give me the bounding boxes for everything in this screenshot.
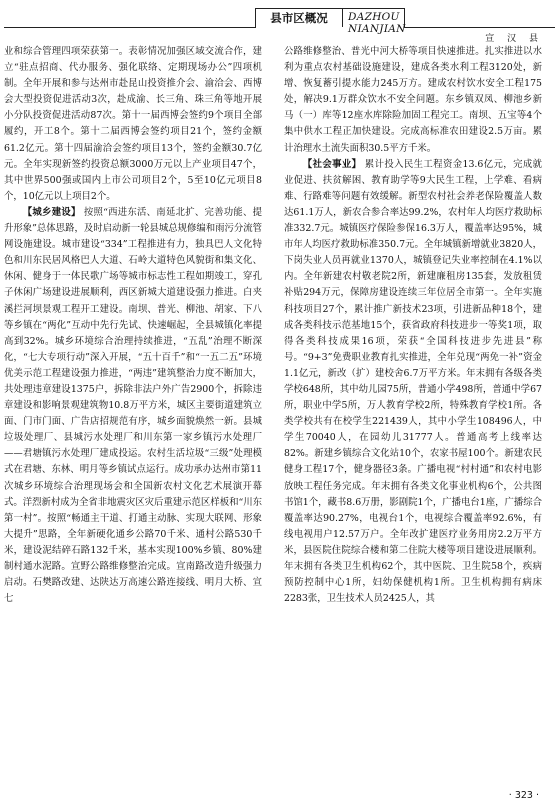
section-heading: 【城乡建设】 [22,206,81,218]
paragraph [284,157,542,608]
page-number: · 323 · [508,790,539,801]
page-header [0,0,559,44]
county-name: 宣 汉 县 [485,34,543,44]
paragraph-text: 按照“西进东活、南延北扩、完善功能、提升形象”总体思路，及时启动新一轮县城总规修编和雨污分流管网设施建设。城市建设“334”工程推进有力，独具巴人文化特色和川东民居风格巴人大道、石岭大道特色风貌街和集文化、休闲、健身于一体民歌广场等城市标志性工程如期竣工，穿孔子休闲广场建设进展顺利，西区新城大道建设强力推进。白夹溪拦河坝景观工程开工建设。南坝、普光、柳池、胡家、下八等乡镇在“两化”互动中先行先试、快速崛起，全县城镇化率提高到32%。城乡环境综合治理持续推进，“五乱”治理不断深化，“七大专项行动”深入开展，“五十百千”和“一五二五”环境优美示范工程建设强力推进，“两违”建筑整治力度不断加大，共处理违章建设1375户，拆除非法户外广告2900个，拆除违章建设和影响景观建筑物10.8万平方米，城区主要街道建筑立面、门市门面、广告店招规范有序，城乡面貌焕然一新。县城垃圾处理厂、县城污水处理厂和川东第一家乡镇污水处理厂——君塘镇污水处理厂建成投运。农村生活垃圾“三级”处理模式在君塘、东林、明月等乡镇试点运行。成功承办达州市第11次城乡环境综合治理现场会和全国新农村文化艺术展演开幕式。洋烈新村成为全省非地震灾区灾后重建示范区样板和“川东第一村”。按照“畅通主干道、打通主动脉、实现大联网、形象大提升”思路，全年新硬化通乡公路70千米、通村公路530千米，建设泥结碎石路132千米，基本实现100%乡镇、80%建制村通水泥路。宣野公路维修整治完成。宣南路改造升级强力启动。石樊路改建、达陕达万高速公路连接线、明月大桥、宣七 [4,206,263,605]
right-column [284,44,542,607]
paragraph [4,205,262,607]
section-heading: 【社会事业】 [302,158,362,170]
running-title: DAZHOU NIANJIAN [348,11,406,35]
section-tag [255,8,406,35]
section-title: 县市区概况 [256,9,343,27]
paragraph-text: 累计投入民生工程资金13.6亿元，完成就业促进、扶贫解困、教育助学等9大民生工程，上学难、看病难、行路难等问题有效缓解。新型农村社会养老保险覆盖人数达61.1万人，新农合参合率达99.2%，农村年人均医疗救助标准332.7元。城镇医疗保险参保16.3万人，覆盖率达95%，城市年人均医疗救助标准350.7元。全年城镇新增就业3820人，下岗失业人员再就业1370人，城镇登记失业率控制在4.1%以内。全年新建农村敬老院2所，新建廉租房135套，发放租赁补贴294万元，保障房建设连续三年位居全市第一。全年实施科技项目27个，累计推广新技术23项，引进新品种18个，建成各类科技示范基地15个，获省政府科技进步一等奖1项，取得各类科技成果16项，荣获“全国科技进步先进县”称号。“9+3”免费职业教育扎实推进，全年兑现“两免一补”资金1.1亿元，新改（扩）建校舍6.7万平方米。年末拥有各级各类学校648所，其中幼儿园75所，普通小学498所，普通中学67所，职业中学5所，万人教育学校2所，特殊教育学校1所。各类学校共有在校学生221439人，其中小学生108496人，中学生70040人，在园幼儿31777人。普通高考上线率达82%。新建乡镇综合文化站10个，农家书屋100个。新建农民健身工程17个，健身器径3条。广播电视“村村通”和农村电影放映工程任务完成。年末拥有各类文化事业机构6个，公共图书馆1个，藏书8.6万册，影剧院1个，广播电台1座，广播综合覆盖率达90.27%，电视台1个，电视综合覆盖率92.6%，有线电视用户12.57万户。全年改扩建医疗业务用房2.2万平方米，县医院住院综合楼和第二住院大楼等项目建设进展顺利。年末拥有各类卫生机构62个，其中医院、卫生院58个，疾病预防控制中心1所，妇幼保健机构1所。卫生机构拥有病床2283张，卫生技术人员2425人，其 [284,158,542,605]
left-column [4,44,262,607]
paragraph: 业和综合管理四项荣获第一。表彰情况加强区域交流合作，建立“驻点招商、代办服务、强化联络、定期现场办公”四项机制。全年开展和参与达州市赴昆山投资推介会、渝洽会、西博会大型投资促进活动3次，赴成渝、长三角、珠三角等地开展小分队投资促进活动87次。第十一届西博会签约9个项目全部履约，开工8个。第十二届西博会签约项目21个，签约金额61.2亿元。第十四届渝洽会签约项目13个，签约金额30.7亿元。全年实现新签约投资总额3000万元以上产业项目47个，其中世界500强或国内上市公司项目2个，5至10亿元项目8个，10亿元以上项目2个。 [4,46,262,202]
paragraph: 公路维修整治、普光中河大桥等项目快速推进。扎实推进以水利为重点农村基础设施建设，建成各类水利工程3120处，新增、恢复蓄引提水能力245万方。建成农村饮水安全工程175处，解决9.1万群众饮水不安全问题。东乡镇双凤、柳池乡新马（一）库等12座水库除险加固工程完工。南坝、五宝等4个集中供水工程正加快建设。完成高标准农田建设2.5万亩。累计治理水土流失面积30.5平方千米。 [284,46,542,154]
